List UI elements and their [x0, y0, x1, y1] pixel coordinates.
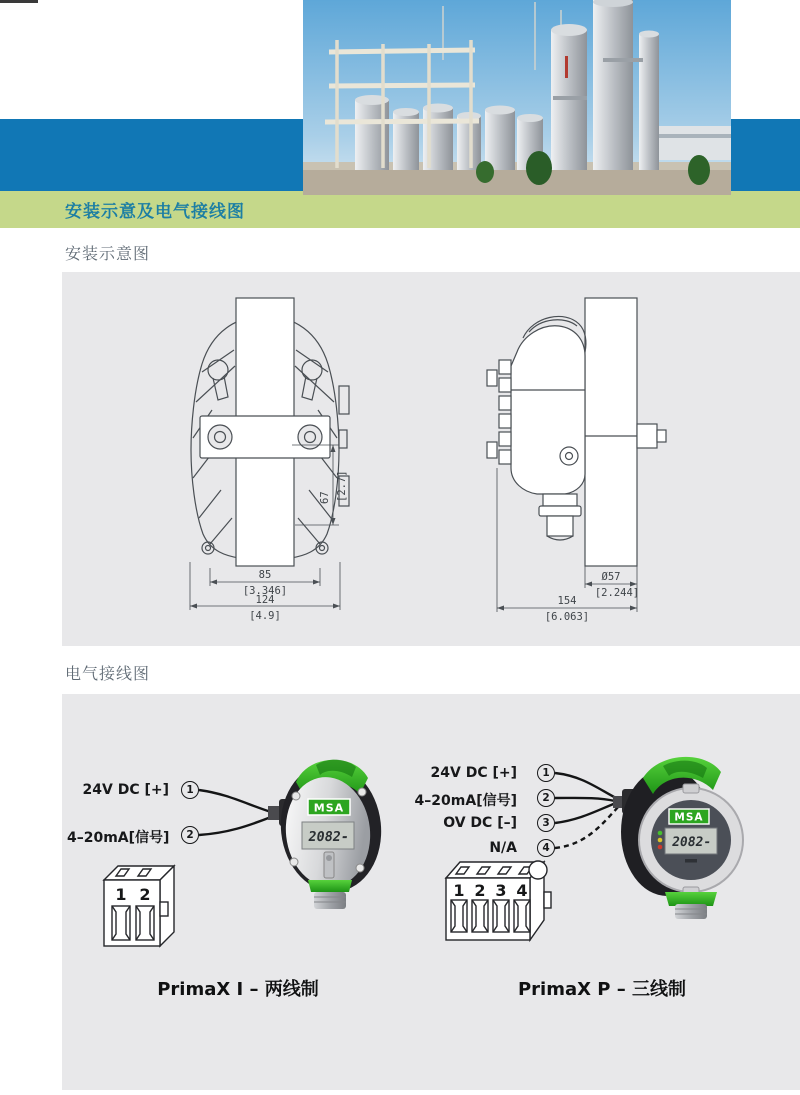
status-leds — [658, 831, 663, 850]
wire-label-right-2: 4–20mA[信号] — [414, 793, 517, 809]
dim-width-mm: 124 — [255, 594, 275, 606]
banner-title: 安装示意及电气接线图 — [65, 202, 245, 222]
terminal-3: 3 — [495, 881, 507, 900]
dim-width-in: [4.9] — [249, 610, 281, 622]
terminal-block-2pin — [96, 858, 178, 952]
wire-label-left-1: 24V DC [+] — [82, 782, 169, 798]
wire-left-1 — [199, 790, 271, 812]
dim-clamp-mm: 85 — [258, 569, 272, 581]
wire-right-2 — [555, 798, 615, 801]
page-corner-mark — [0, 0, 38, 3]
wire-label-right-4: N/A — [489, 840, 517, 856]
wire-right-1 — [555, 773, 616, 798]
section-banner — [0, 191, 800, 228]
caption-primax-p: PrimaX P – 三线制 — [517, 979, 686, 1000]
lcd-reading: 2082- — [670, 835, 713, 850]
dim-clamp-in: [3.346] — [242, 585, 288, 597]
side-view-drawing — [467, 286, 727, 630]
wire-number-right-3: 3 — [537, 814, 555, 832]
plant-photo — [303, 0, 731, 195]
wire-number-left-1: 1 — [181, 781, 199, 799]
install-drawing-panel — [62, 272, 800, 646]
terminal-1: 1 — [453, 881, 465, 900]
wire-number-right-1: 1 — [537, 764, 555, 782]
wire-label-right-1: 24V DC [+] — [430, 765, 517, 781]
far-buildings — [659, 126, 731, 160]
wire-number-right-2: 2 — [537, 789, 555, 807]
green-sensor-ring — [665, 892, 717, 906]
sensor-head — [675, 904, 707, 919]
primax-p-device — [613, 744, 745, 919]
caption-primax-i: PrimaX I – 两线制 — [157, 979, 319, 1000]
wire-number-left-2: 2 — [181, 826, 199, 844]
ground — [303, 170, 731, 195]
wiring-diagram-panel — [62, 694, 800, 1090]
wire-left-2 — [199, 817, 271, 835]
dim-pole-diameter-mm: Ø57 — [601, 571, 621, 583]
lcd-reading: 2082- — [307, 829, 350, 845]
primax-i-device — [268, 740, 388, 910]
detector-side-view — [487, 298, 666, 566]
terminal-1: 1 — [115, 885, 127, 904]
sensor-head — [314, 892, 346, 909]
terminal-2: 2 — [139, 885, 151, 904]
mount-bracket-front — [191, 298, 349, 566]
dim-depth-mm: 154 — [557, 595, 577, 607]
install-section-title: 安装示意图 — [65, 244, 151, 263]
mounting-pole-side — [585, 298, 637, 566]
wire-label-left-2: 4–20mA[信号] — [67, 830, 170, 846]
msa-logo-text: MSA — [313, 801, 345, 815]
wire-label-right-3: OV DC [–] — [443, 815, 517, 831]
plant-photo-illustration — [303, 0, 731, 195]
dim-depth-in: [6.063] — [544, 611, 590, 623]
wiring-section-title: 电气接线图 — [65, 664, 151, 683]
terminal-4: 4 — [516, 881, 528, 900]
wire-right-3 — [555, 803, 616, 823]
dim-pole-diameter-in: [2.244] — [594, 587, 640, 599]
green-sensor-ring — [308, 880, 352, 892]
front-view-drawing — [140, 286, 390, 630]
terminal-2: 2 — [474, 881, 486, 900]
terminal-block-4pin — [440, 856, 558, 946]
wire-number-right-4: 4 — [537, 839, 555, 857]
dim-height-in: [2.7] — [336, 470, 348, 502]
wire-right-4-dashed — [555, 806, 619, 848]
msa-logo-text: MSA — [674, 811, 704, 824]
dim-height-mm: 67 — [319, 491, 331, 504]
